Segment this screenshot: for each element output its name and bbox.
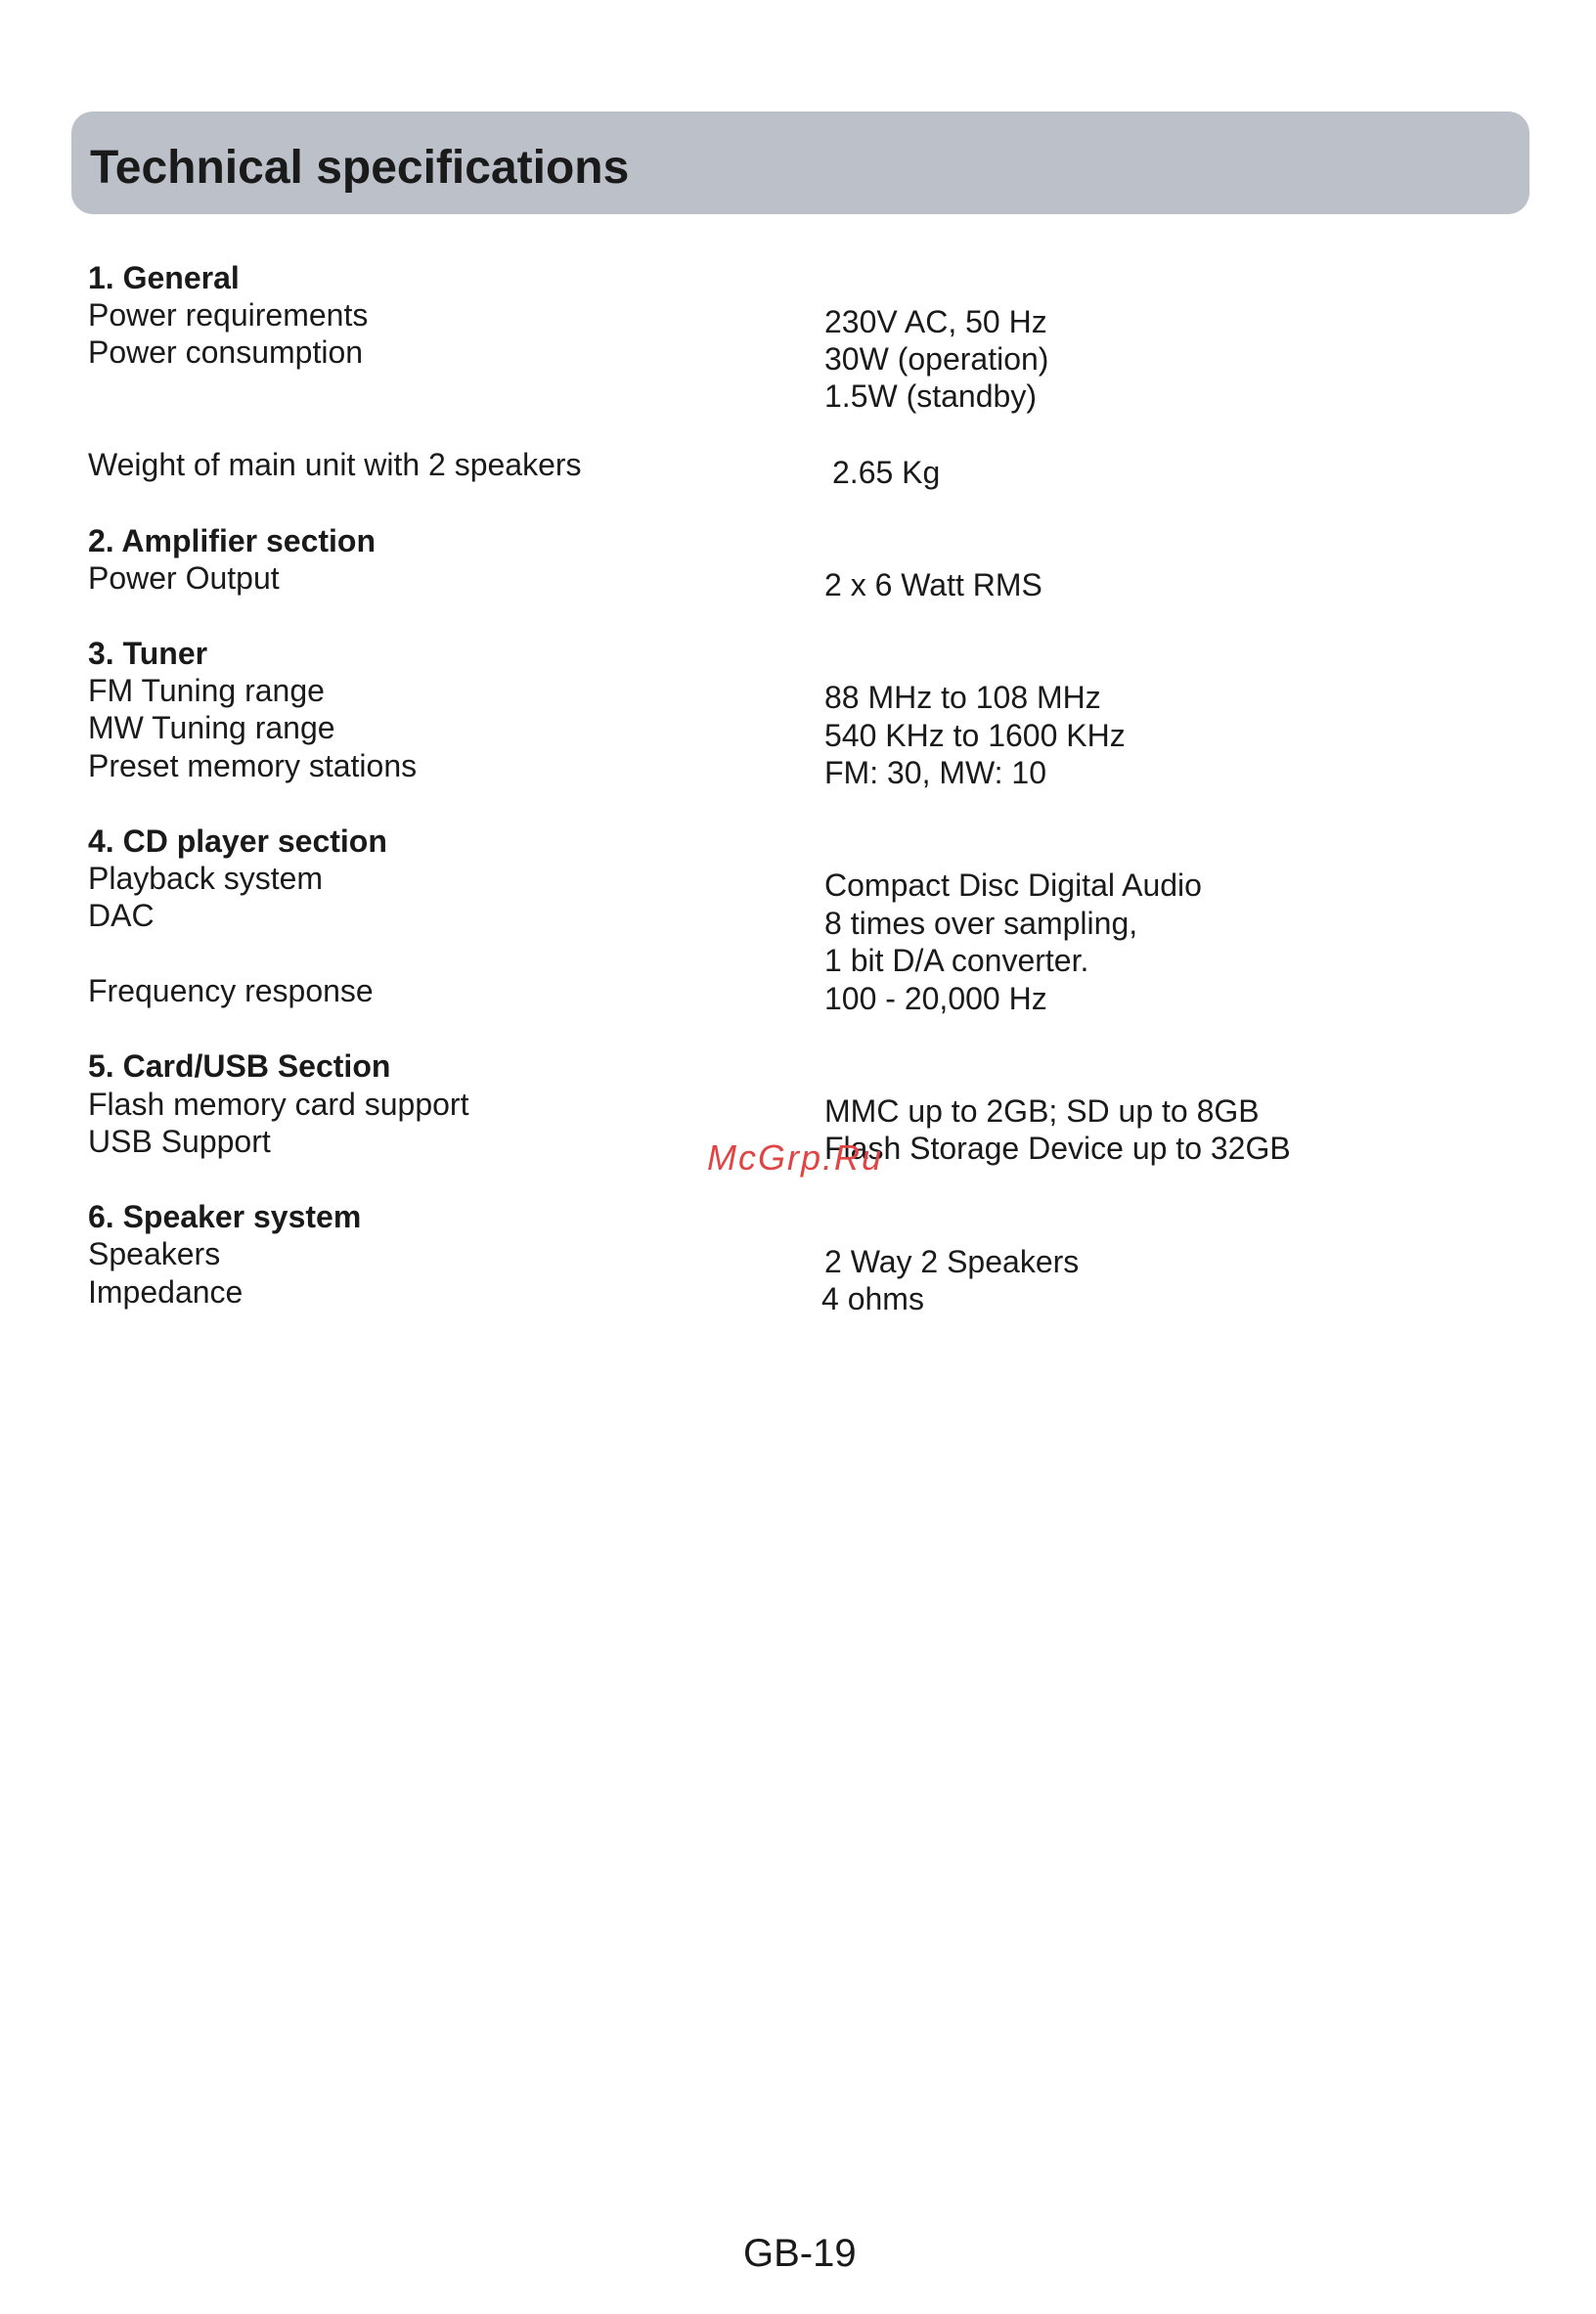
spec-value: 8 times over sampling,	[824, 906, 1138, 941]
spec-label: Power consumption	[88, 334, 364, 370]
spec-value: 100 - 20,000 Hz	[824, 981, 1047, 1016]
spec-value: FM: 30, MW: 10	[824, 755, 1047, 790]
spec-label: Flash memory card support	[88, 1087, 469, 1122]
spec-label: Power requirements	[88, 297, 369, 333]
spec-label: DAC	[88, 898, 155, 933]
title-bar	[71, 111, 1530, 214]
spec-value: 1 bit D/A converter.	[824, 943, 1089, 978]
spec-value: MMC up to 2GB; SD up to 8GB	[824, 1093, 1260, 1129]
section-heading-general: 1. General	[88, 260, 240, 295]
spec-label: Playback system	[88, 861, 324, 896]
spec-label: FM Tuning range	[88, 673, 325, 708]
spec-label: Frequency response	[88, 973, 374, 1008]
spec-value: Flash Storage Device up to 32GB	[824, 1131, 1291, 1166]
spec-value: 4 ohms	[821, 1281, 924, 1316]
section-heading-cd-player: 4. CD player section	[88, 823, 387, 859]
page-title: Technical specifications	[90, 142, 630, 194]
spec-label: Preset memory stations	[88, 748, 418, 783]
spec-value: 2 x 6 Watt RMS	[824, 567, 1042, 602]
section-heading-tuner: 3. Tuner	[88, 636, 208, 671]
spec-value: 2 Way 2 Speakers	[824, 1244, 1080, 1279]
spec-value: 2.65 Kg	[832, 455, 941, 490]
section-heading-amplifier: 2. Amplifier section	[88, 523, 376, 558]
page-number: GB-19	[743, 2232, 857, 2275]
watermark: McGrp.Ru	[707, 1137, 884, 1178]
spec-value: 88 MHz to 108 MHz	[824, 680, 1101, 715]
spec-value: 1.5W (standby)	[824, 378, 1037, 414]
spec-label: USB Support	[88, 1124, 271, 1159]
spec-label: Impedance	[88, 1274, 244, 1310]
spec-value: 230V AC, 50 Hz	[824, 304, 1047, 339]
section-heading-speaker: 6. Speaker system	[88, 1199, 362, 1234]
spec-label: Weight of main unit with 2 speakers	[88, 447, 582, 482]
section-heading-card-usb: 5. Card/USB Section	[88, 1048, 391, 1084]
spec-label: Speakers	[88, 1236, 221, 1271]
spec-value: 540 KHz to 1600 KHz	[824, 718, 1126, 753]
spec-label: Power Output	[88, 560, 280, 596]
spec-value: Compact Disc Digital Audio	[824, 868, 1202, 903]
spec-value: 30W (operation)	[824, 341, 1049, 377]
spec-label: MW Tuning range	[88, 710, 335, 745]
